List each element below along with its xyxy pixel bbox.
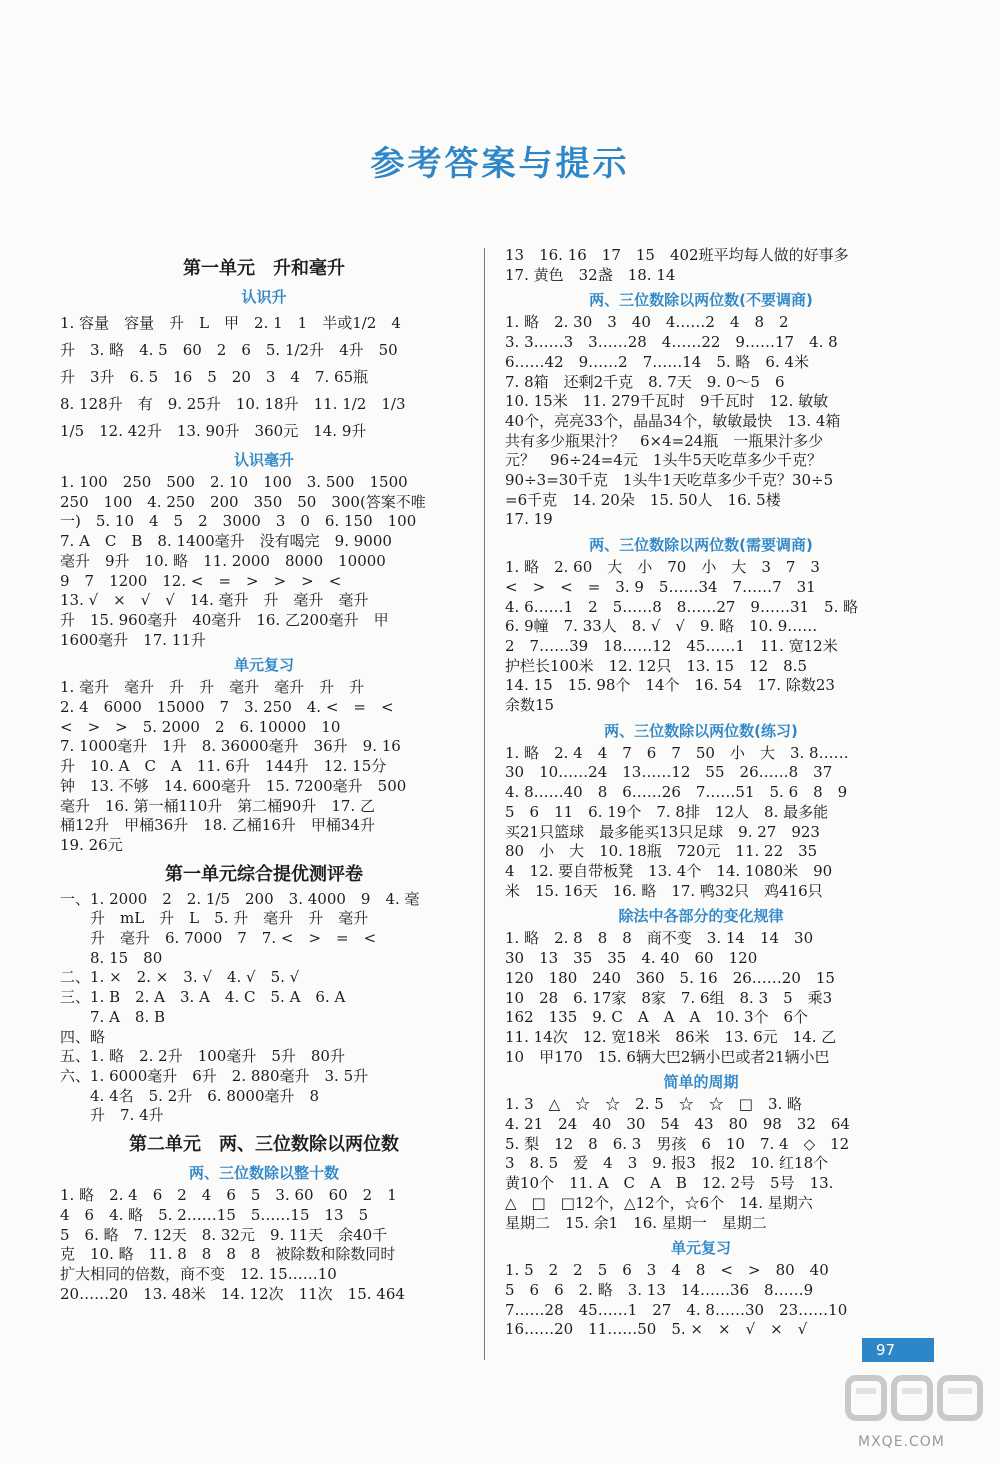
unit-heading: 第一单元 升和毫升	[183, 258, 345, 279]
answer-line: 四、略	[60, 1027, 106, 1046]
answer-line: 4. 4名 5. 2升 6. 8000毫升 8	[60, 1086, 320, 1105]
answer-line: 5 6. 略 7. 12天 8. 32元 9. 11天 余40千	[60, 1225, 388, 1244]
section-heading: 两、三位数除以两位数(不要调商)	[589, 291, 813, 310]
answer-line: 1600毫升 17. 11升	[60, 630, 206, 649]
answer-line: =6千克 14. 20朵 15. 50人 16. 5楼	[505, 490, 781, 509]
answer-line: 8. 15 80	[60, 948, 163, 967]
section-heading: 两、三位数除以两位数(练习)	[604, 721, 798, 740]
answer-line: 7……28 45……1 27 4. 8……30 23……10	[505, 1300, 848, 1319]
answer-line: 9 7 1200 12. < = > > > <	[60, 571, 342, 590]
answer-line: 30 10……24 13……12 55 26……8 37	[505, 763, 833, 782]
section-heading: 单元复习	[233, 656, 294, 675]
answer-line: 6……42 9……2 7……14 5. 略 6. 4米	[505, 352, 810, 371]
answer-line: 1. 略 2. 60 大 小 70 小 大 3 7 3	[505, 558, 820, 577]
answer-line: 80 小 大 10. 18瓶 720元 11. 22 35	[505, 842, 818, 861]
answer-line: 星期二 15. 余1 16. 星期一 星期二	[505, 1213, 767, 1232]
answer-line: 一) 5. 10 4 5 2 3000 3 0 6. 150 100	[60, 512, 417, 531]
answer-line: 升 3升 6. 5 16 5 20 3 4 7. 65瓶	[60, 368, 369, 386]
answer-line: 1. 略 2. 4 4 7 6 7 50 小 大 3. 8……	[505, 743, 849, 762]
answer-line: 钟 13. 不够 14. 600毫升 15. 7200毫升 500	[60, 776, 407, 795]
answer-line: 13 16. 16 17 15 402班平均每人做的好事多	[505, 246, 849, 264]
answer-line: 1. 容量 容量 升 L 甲 2. 1 1 半或1/2 4	[60, 314, 401, 332]
answer-line: 10. 15米 11. 279千瓦时 9千瓦时 12. 敏敏	[505, 392, 829, 411]
section-heading: 两、三位数除以两位数(需要调商)	[589, 536, 813, 555]
answer-line: 90÷3=30千克 1头牛1天吃草多少千克？30÷5	[505, 471, 834, 490]
answer-line: 5 6 11 6. 19个 7. 8排 12人 8. 最多能	[505, 802, 829, 821]
answer-line: 162 135 9. C A A A 10. 3个 6个	[505, 1008, 809, 1027]
answer-line: 3 8. 5 爱 4 3 9. 报3 报2 10. 红18个	[505, 1154, 829, 1173]
answer-line: < > < = 3. 9 5……34 7……7 31	[505, 577, 816, 596]
answer-line: 米 15. 16天 16. 略 17. 鸭32只 鸡416只	[505, 881, 823, 900]
answer-line: 升 毫升 6. 7000 7 7. < > = <	[60, 929, 377, 948]
answer-line: 3. 3……3 3……28 4……22 9……17 4. 8	[505, 333, 838, 352]
answer-line: 7. 1000毫升 1升 8. 36000毫升 36升 9. 16	[60, 737, 401, 756]
answer-line: 40个，亮亮33个，晶晶34个，敏敏最快 13. 4箱	[505, 411, 841, 430]
answer-line: 毫升 16. 第一桶110升 第二桶90升 17. 乙	[60, 796, 375, 815]
unit-heading: 第一单元综合提优测评卷	[165, 863, 363, 885]
answer-line: 17. 黄色 32盏 18. 14	[505, 265, 676, 284]
answer-line: 升 15. 960毫升 40毫升 16. 乙200毫升 甲	[60, 610, 389, 629]
answer-line: 1. 略 2. 30 3 40 4……2 4 8 2	[505, 313, 789, 332]
answer-line: 10 甲170 15. 6辆大巴2辆小巴或者21辆小巴	[505, 1047, 830, 1066]
answer-line: 升 7. 4升	[60, 1106, 164, 1125]
answer-line: 三、1. B 2. A 3. A 4. C 5. A 6. A	[60, 988, 346, 1007]
answer-line: 五、1. 略 2. 2升 100毫升 5升 80升	[60, 1047, 345, 1066]
answer-line: 买21只篮球 最多能买13只足球 9. 27 923	[505, 822, 820, 841]
answer-line: 1. 3 △ ☆ ☆ 2. 5 ☆ ☆ □ 3. 略	[505, 1095, 803, 1114]
answer-line: 20……20 13. 48米 14. 12次 11次 15. 464	[60, 1284, 405, 1303]
section-heading: 简单的周期	[663, 1073, 739, 1092]
answer-line: 4. 6……1 2 5……8 8……27 9……31 5. 略	[505, 597, 859, 616]
answer-line: 共有多少瓶果汁？ 6×4=24瓶 一瓶果汁多少	[505, 431, 824, 450]
answer-line: 扩大相同的倍数，商不变 12. 15……10	[60, 1264, 337, 1283]
answer-line: 6. 9幢 7. 33人 8. √ √ 9. 略 10. 9……	[505, 617, 818, 636]
answer-line: 10 28 6. 17家 8家 7. 6组 8. 3 5 乘3	[505, 988, 833, 1007]
answer-line: 7. A C B 8. 1400毫升 没有喝完 9. 9000	[60, 532, 392, 551]
answer-line: 14. 15 15. 98个 14个 16. 54 17. 除数23	[505, 676, 835, 695]
answer-line: 16……20 11……50 5. × × √ × √	[505, 1320, 808, 1339]
watermark-icon	[842, 1364, 992, 1434]
answer-line: 4. 21 24 40 30 54 43 80 98 32 64	[505, 1115, 850, 1134]
answer-line: 1. 100 250 500 2. 10 100 3. 500 1500	[60, 473, 408, 491]
answer-line: 13. √ × √ √ 14. 毫升 升 毫升 毫升	[60, 591, 369, 610]
answer-line: 5. 梨 12 8 6. 3 男孩 6 10 7. 4 ◇ 12	[505, 1134, 850, 1153]
answer-line: 7. A 8. B	[60, 1007, 166, 1026]
answer-line: 4 6 4. 略 5. 2……15 5……15 13 5	[60, 1205, 369, 1224]
answer-line: 5 6 6 2. 略 3. 13 14……36 8……9	[505, 1280, 814, 1299]
answer-line: 一、1. 2000 2 2. 1/5 200 3. 4000 9 4. 毫	[60, 889, 420, 908]
answer-line: 1/5 12. 42升 13. 90升 360元 14. 9升	[60, 422, 367, 440]
answer-line: 黄10个 11. A C A B 12. 2号 5号 13.	[505, 1174, 834, 1193]
answer-line: 毫升 9升 10. 略 11. 2000 8000 10000	[60, 551, 386, 570]
left-column	[60, 250, 468, 1304]
section-heading: 除法中各部分的变化规律	[618, 907, 784, 926]
answer-line: 六、1. 6000毫升 6升 2. 880毫升 3. 5升	[60, 1066, 369, 1085]
answer-line: 7. 8箱 还剩2千克 8. 7天 9. 0～5 6	[505, 372, 785, 391]
answer-line: 4 12. 要自带板凳 13. 4个 14. 1080米 90	[505, 861, 833, 880]
answer-line: 11. 14次 12. 宽18米 86米 13. 6元 14. 乙	[505, 1027, 837, 1046]
section-heading: 单元复习	[670, 1239, 731, 1258]
answer-line: 17. 19	[505, 510, 553, 529]
page-title: 参考答案与提示	[370, 144, 630, 184]
answer-line: 1. 略 2. 4 6 2 4 6 5 3. 60 60 2 1	[60, 1186, 397, 1205]
answer-line: 护栏长100米 12. 12只 13. 15 12 8.5	[505, 656, 807, 675]
right-column	[505, 246, 897, 1340]
answer-line: 元？ 96÷24=4元 1头牛5天吃草多少千克？	[505, 451, 822, 470]
answer-line: 升 10. A C A 11. 6升 144升 12. 15分	[60, 757, 387, 776]
answer-line: 2 7……39 18……12 45……1 11. 宽12米	[505, 636, 838, 655]
watermark-url: MXQE.COM	[858, 1434, 945, 1450]
answer-line: 1. 略 2. 8 8 8 商不变 3. 14 14 30	[505, 929, 814, 948]
answer-line: 桶12升 甲桶36升 18. 乙桶16升 甲桶34升	[60, 816, 375, 835]
section-heading: 两、三位数除以整十数	[188, 1164, 339, 1183]
answer-line: 1. 5 2 2 5 6 3 4 8 < > 80 40	[505, 1261, 829, 1280]
section-heading: 认识毫升	[233, 451, 294, 469]
answer-line: 120 180 240 360 5. 16 26……20 15	[505, 968, 835, 987]
watermark-logo	[842, 1364, 992, 1456]
answer-line: < > > 5. 2000 2 6. 10000 10	[60, 717, 341, 736]
answer-line: 1. 毫升 毫升 升 升 毫升 毫升 升 升	[60, 678, 365, 697]
page-number: 97	[862, 1338, 934, 1362]
answer-line: 30 13 35 35 4. 40 60 120	[505, 949, 758, 968]
answer-line: 克 10. 略 11. 8 8 8 8 被除数和除数同时	[60, 1245, 396, 1264]
column-divider	[484, 248, 485, 1360]
answer-line: 8. 128升 有 9. 25升 10. 18升 11. 1/2 1/3	[60, 395, 406, 413]
answer-line: 余数15	[505, 696, 555, 715]
unit-heading: 第二单元 两、三位数除以两位数	[129, 1134, 399, 1156]
answer-line: 19. 26元	[60, 835, 123, 854]
answer-line: △ □ □12个，△12个，☆6个 14. 星期六	[505, 1193, 813, 1212]
answer-line: 2. 4 6000 15000 7 3. 250 4. < = <	[60, 698, 394, 717]
section-heading: 认识升	[241, 288, 287, 306]
answer-line: 二、1. × 2. × 3. √ 4. √ 5. √	[60, 968, 300, 987]
answer-line: 250 100 4. 250 200 350 50 300(答案不唯	[60, 492, 426, 511]
answer-line: 升 mL 升 L 5. 升 毫升 升 毫升	[60, 909, 369, 928]
answer-line: 升 3. 略 4. 5 60 2 6 5. 1/2升 4升 50	[60, 341, 398, 359]
answer-line: 4. 8……40 8 6……26 7……51 5. 6 8 9	[505, 783, 848, 802]
